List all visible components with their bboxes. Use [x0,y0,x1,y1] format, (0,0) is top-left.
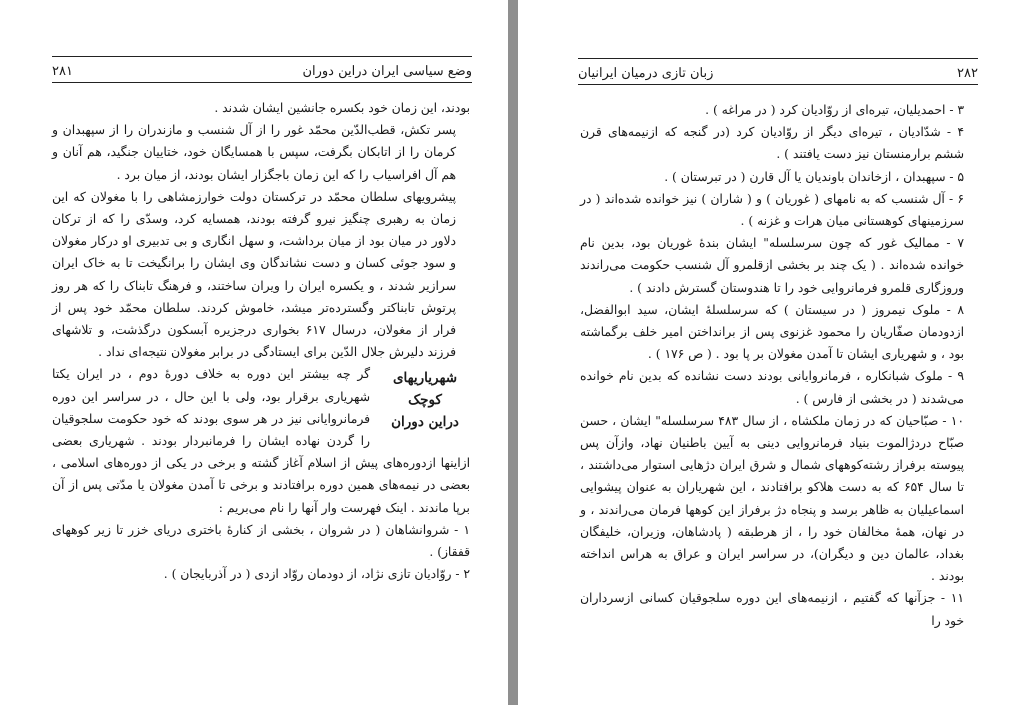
paragraph: پسر تکش، قطب‌الدّین محمّد غور را از آل شنسب و مازندران را از سپهبدان و کرمان را از اتابکان بگرفت، سپس با همسایگان خود، ختاییان جنگید، هم آنان و هم آل افراسیاب را که این زمان باجگزار ایشان بودند، از میان برد . [52,123,456,182]
running-head-title: زبان تازی درمیان ایرانیان [578,65,714,81]
page-body [580,99,978,632]
running-head-title: وضع سیاسی ایران دراین دوران [302,63,472,79]
list-item: ۹ - ملوک شبانکاره ، فرمانروایانی بودند دست نشانده که بدین نام خوانده می‌شدند ( در بخشی از فارس ) . [580,369,964,406]
list-item: ۱۰ - صبّاحیان که در زمان ملکشاه ، از سال ۴۸۳ سرسلسله" ایشان ، حسن صبّاح درد‌ژالموت بنیاد فرمانروایی دینی به آیین باطنیان نهاد، وازآن پس پیوسته برفراز رشته‌کوههای شمال و شرق ایران دژهایی استوار می‌داشتند ، تا سال ۶۵۴ که به دست هلاکو برافتادند ، این شهریاران به عنوان پیشوایی اسماعیلیان به ظاهر برسد و پنجاه دژ برفراز این کوهها فرمان می‌راندند ، و در نهان، همهٔ مخالفان خود را ، از هرطبقه ( پادشاهان، وزیران، خلیفگان بغداد، عالمان دین و دیگران)، در سراسر ایران و عراق به هراس انداخته بودند . [580,413,965,584]
page-gutter [508,0,518,705]
page-number: ۲۸۲ [957,65,978,81]
section-heading [380,367,470,433]
list-item: ۲ - روّادیان تازی نژاد، از دودمان روّاد ازدی ( در آذربایجان ) . [163,567,470,582]
list-item: ۴ - شدّادیان ، تیره‌ای دیگر از روّادیان کرد (در گنجه که ازنیمه‌های قرن ششم برارمنستان نیز دست یافتند ) . [580,125,964,162]
list-item: ۸ - ملوک نیمروز ( در سیستان ) که سرسلسلهٔ ایشان، سید ابوالفضل، ازدودمان صفّاریان را محمود غزنوی پس از برانداختن امیر خلف برگماشته بود ، و شهریاری ایشان تا آمدن مغولان بر پا بود . ( ص ۱۷۶ ) . [580,302,964,362]
paragraph: گر چه بیشتر این دوره به خلاف دورهٔ دوم ، در ایران یکتا شهریاری برقرار بود، ولی با این حال ، در سراسر این دوره فرمانروایانی نیز در هر سوی بودند که خود حکومت سلجوقیان را گردن نهاده ایشان را فرمانبردار بودند . شهریاری بعضی ازاینها ازدوره‌های پیش از اسلام آغاز گشته و برخی در یکی از دوره‌های اسلامی ، بعضی در نیمه‌های همین دوره برافتادند و برخی تا آمدن مغولان یا مدّتی پس از آن برپا ماندند . اینک فهرست وار آنها را نام می‌بریم : [52,367,470,515]
list-item: ۷ - ممالیک غور که چون سرسلسله" ایشان بندهٔ غوریان بود، بدین نام خوانده شده‌اند . ( یک چند بر بخشی ازقلمرو آل شنسب حکومت می‌راندند وروزگاری قلمرو فرمانروایی خود را تا هندوستان گسترش دادند ) . [580,236,964,295]
page-body [52,97,470,585]
left-page [0,0,508,705]
list-item: ۱۱ - جزآنها که گفتیم ، ازنیمه‌های این دوره سلجوقیان کسانی ازسرداران خود را [580,591,964,628]
list-item: ۵ - سپهبدان ، ازخاندان باوندیان یا آل قارن ( در تبرستان ) . [664,169,964,184]
page-number: ۲۸۱ [52,63,73,79]
right-page [518,0,1024,705]
section-heading-line: شهریاریهای کوچک [392,370,458,409]
list-item: ۳ - احمدیلیان، تیره‌ای از روّادیان کرد ( در مراغه ) . [705,103,964,117]
list-item: ۱ - شروانشاهان ( در شروان ، بخشی از کنارهٔ باختری دریای خزر تا زیر کوههای قفقاز) . [52,522,470,560]
list-item: ۶ - آل شنسب که به نامهای ( غوریان ) و ( شاران ) نیز خوانده شده‌اند ( در سرزمینهای کوهستانی میان هرات و غزنه ) . [580,191,964,229]
running-header [578,62,978,85]
running-header [52,60,472,83]
paragraph: پیشرویهای سلطان محمّد در ترکستان دولت خوارزمشاهی را با مغولان که این زمان به رهبری چنگیز نیرو گرفته بودند، همسایه کرد، وسدّی را که از ترکان دلاور در میان بود از میان برداشت، و سهل انگاری و بی تدبیری او درکار مغولان و سود جوئی کسان و دست نشاندگان وی ایشان را برانگیخت تا به خاک ایران سرازیر شدند ، و یکسره ایران را ویران ساختند، و فرهنگ تابناک را که هر روز پرتوش تابناکتر وگسترده‌تر میشد، خاموش کردند. سلطان محمّد خود پس از فرار از مغولان، درسال ۶۱۷ بخواری درجزیره آبسکون درگذشت، و تلاشهای فرزند دلیرش جلال الدّین برای ایستادگی در برابر مغولان نتیجه‌ای نداد . [52,189,456,360]
section-heading-line: دراین دوران [391,414,459,431]
paragraph: بودند، این زمان خود بکسره جانشین ایشان شدند . [214,101,470,115]
